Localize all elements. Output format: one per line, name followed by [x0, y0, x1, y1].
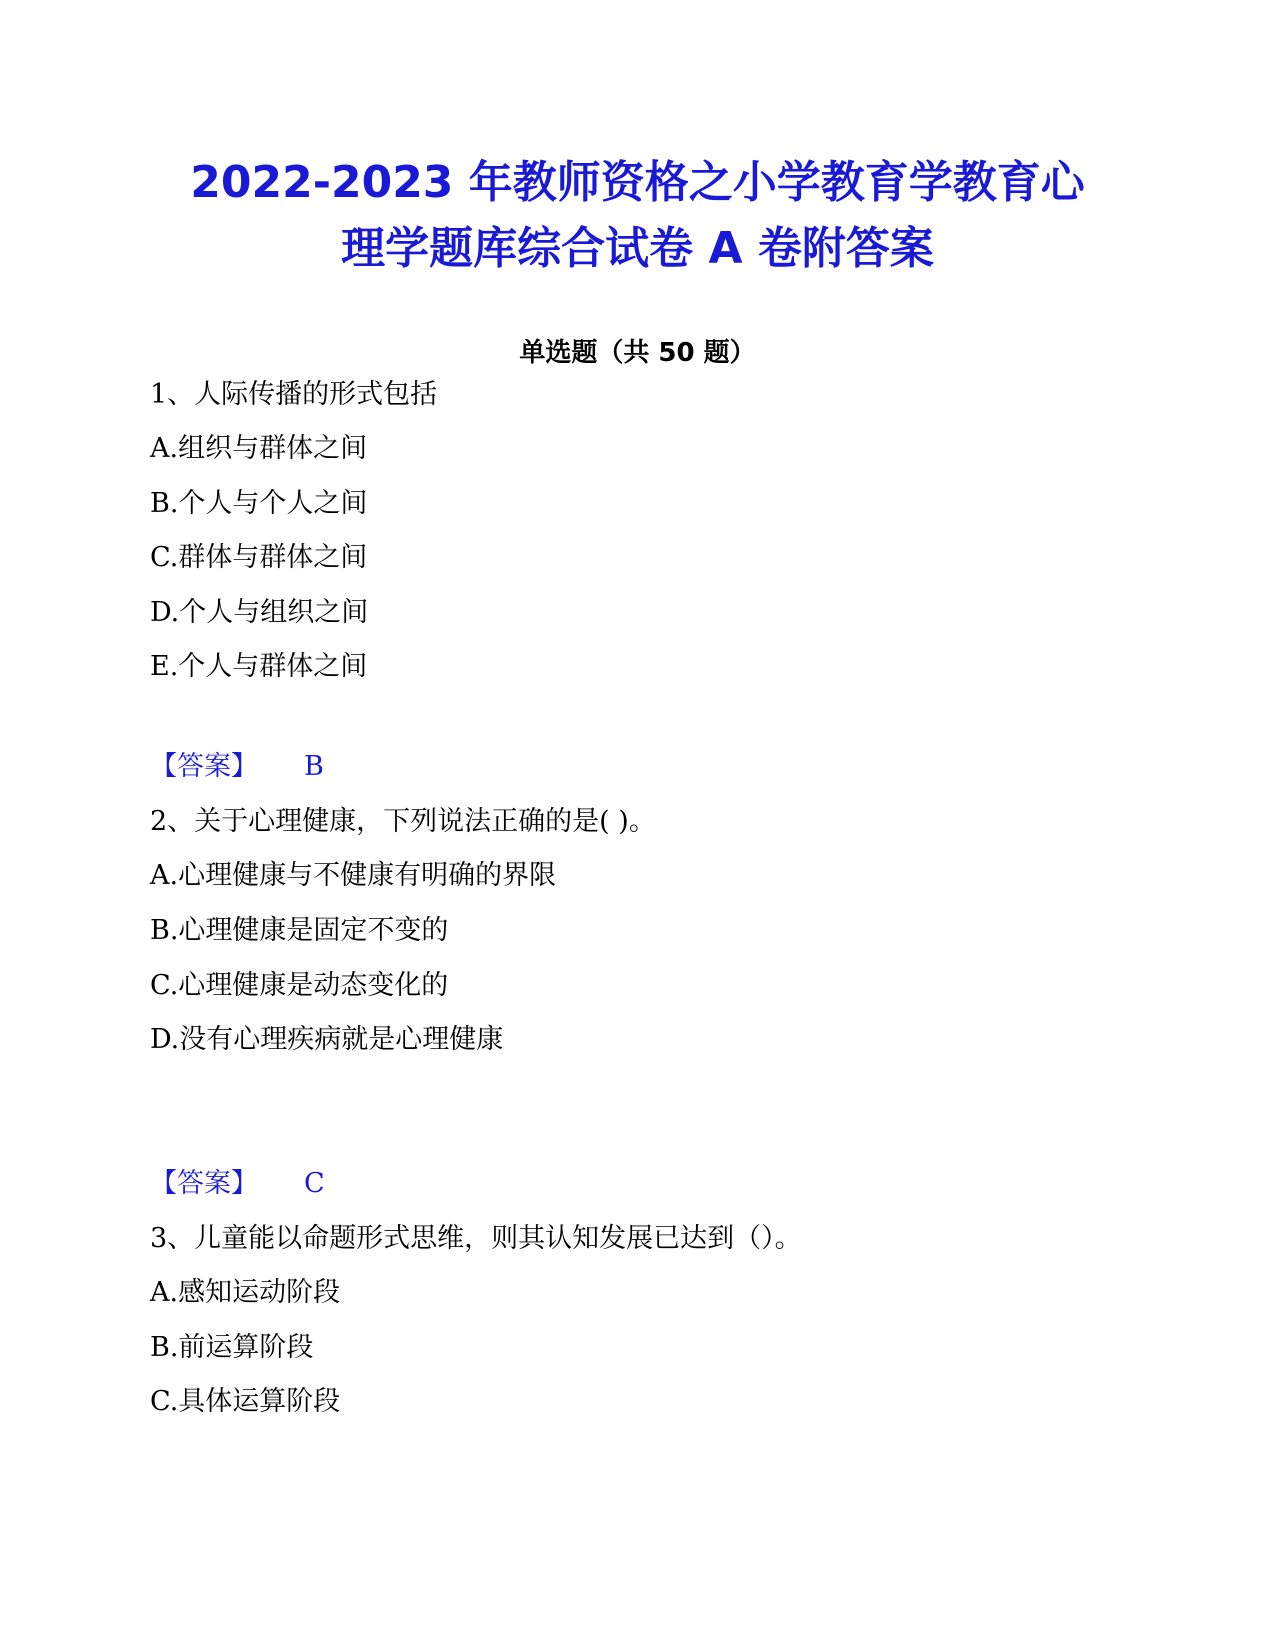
document-title-line-2: 理学题库综合试卷 A 卷附答案 [341, 223, 934, 274]
question-3-option-c: C.具体运算阶段 [150, 1386, 341, 1417]
question-3-option-b: B.前运算阶段 [150, 1332, 314, 1363]
document-title-line-1: 2022-2023 年教师资格之小学教育学教育心 [190, 157, 1085, 208]
answer-value: B [304, 751, 324, 782]
question-2-stem: 2、关于心理健康，下列说法正确的是( )。 [150, 806, 656, 837]
question-1-option-a: A.组织与群体之间 [150, 433, 368, 464]
answer-value: C [304, 1168, 325, 1199]
answer-label: 【答案】 [150, 1168, 258, 1199]
question-1-answer [150, 750, 324, 784]
question-1-stem: 1、人际传播的形式包括 [150, 379, 438, 410]
question-2-option-c: C.心理健康是动态变化的 [150, 970, 449, 1001]
question-1-option-e: E.个人与群体之间 [150, 651, 368, 682]
question-1-option-c: C.群体与群体之间 [150, 542, 368, 573]
question-3-stem: 3、儿童能以命题形式思维，则其认知发展已达到（）。 [150, 1223, 802, 1254]
question-2-option-a: A.心理健康与不健康有明确的界限 [150, 860, 557, 891]
section-heading: 单选题（共 50 题） [519, 338, 756, 368]
question-2-option-d: D.没有心理疾病就是心理健康 [150, 1024, 504, 1055]
question-1-option-b: B.个人与个人之间 [150, 488, 368, 519]
answer-label: 【答案】 [150, 751, 258, 782]
question-2-option-b: B.心理健康是固定不变的 [150, 915, 449, 946]
question-3-option-a: A.感知运动阶段 [150, 1277, 341, 1308]
question-2-answer [150, 1167, 325, 1201]
question-1-option-d: D.个人与组织之间 [150, 597, 369, 628]
